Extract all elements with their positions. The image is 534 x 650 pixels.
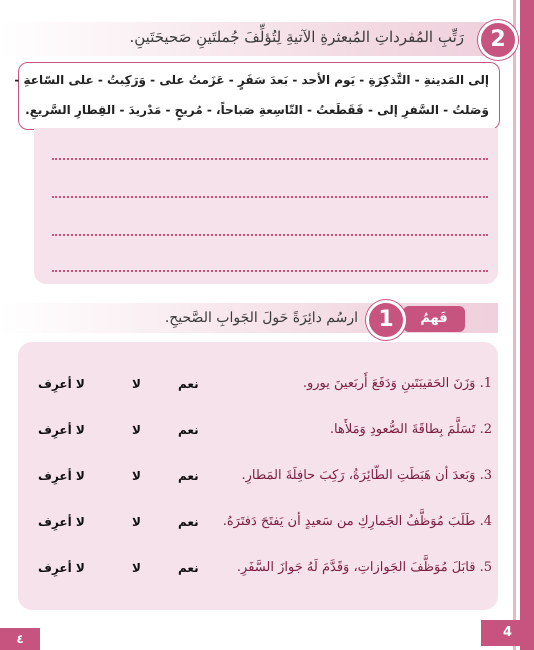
answer-no[interactable]: لا: [132, 561, 141, 575]
question-row: [18, 418, 498, 446]
answer-yes[interactable]: نعم: [178, 515, 199, 529]
answer-line-4[interactable]: [52, 270, 488, 272]
scrambled-words-line-1: إلى المَدينةِ - التَّذكِرَةِ - يَوم الأحد - بَعدَ سَفَرٍ - عَزَمتُ على - وَرَكِبتُ - على السّاعةِ -: [14, 73, 489, 87]
answer-no[interactable]: لا: [132, 515, 141, 529]
question-text: 3. وَبَعدَ أن هَبَطَتِ الطّائِرَةُ، رَكِبَ حافِلَةَ المَطارِ.: [241, 468, 492, 483]
answer-yes[interactable]: نعم: [178, 561, 199, 575]
answer-dont-know[interactable]: لا أعرِف: [38, 423, 85, 437]
questions-panel: [18, 342, 498, 610]
section2-instruction: رَتِّبِ المُفرداتِ المُبعثرةِ الآتيةِ لِتُؤلِّفَ جُملتَينِ صَحيحَتَينِ.: [129, 28, 464, 46]
section1-number: 1: [366, 300, 406, 340]
question-row: [18, 372, 498, 400]
answer-yes[interactable]: نعم: [178, 423, 199, 437]
question-text: 4. طَلَبَ مُوَظَّفُ الجَمارِكِ من سَعيدٍ أن يَفتَحَ دَفتَرَهُ.: [222, 514, 492, 529]
answer-line-2[interactable]: [52, 196, 488, 198]
answer-writing-area[interactable]: [34, 128, 498, 284]
answer-no[interactable]: لا: [132, 377, 141, 391]
page-edge-bar: [520, 0, 534, 650]
answer-no[interactable]: لا: [132, 469, 141, 483]
question-row: [18, 464, 498, 492]
question-text: 5. قابَلَ مُوَظَّفَ الجَوازاتِ، وَقَدَّمَ لَهُ جَوازَ السَّفَرِ.: [236, 560, 492, 575]
answer-dont-know[interactable]: لا أعرِف: [38, 377, 85, 391]
answer-yes[interactable]: نعم: [178, 377, 199, 391]
scrambled-words-line-2: وَصَلتُ - السَّفرِ إلى - فَقَطَعتُ - التّاسِعةِ صَباحاً، - مُريحٍ - مَدْريدَ - القِطارِ السَّريعِ.: [25, 103, 489, 117]
answer-line-1[interactable]: [52, 158, 488, 160]
reading-comprehension-tag: فَهمُ: [403, 306, 465, 332]
answer-line-3[interactable]: [52, 234, 488, 236]
scrambled-words-box: [14, 62, 500, 130]
answer-no[interactable]: لا: [132, 423, 141, 437]
question-text: 2. تَسَلَّمَ بِطاقَةَ الصُّعودِ وَمَلأَها.: [329, 422, 492, 437]
answer-dont-know[interactable]: لا أعرِف: [38, 469, 85, 483]
section1-instruction: ارسُم دائِرَةً حَولَ الجَوابِ الصَّحيحِ.: [164, 310, 358, 326]
answer-dont-know[interactable]: لا أعرِف: [38, 561, 85, 575]
answer-yes[interactable]: نعم: [178, 469, 199, 483]
section2-number: 2: [478, 20, 518, 60]
question-text: 1. وَزَنَ الحَقيبَتَينِ وَدَفَعَ أَربَعينَ يورو.: [302, 376, 492, 391]
question-row: [18, 510, 498, 538]
answer-dont-know[interactable]: لا أعرِف: [38, 515, 85, 529]
page-edge-line: [513, 0, 516, 650]
page-number-arabic: ٤: [0, 628, 40, 650]
page-number: 4: [481, 620, 534, 646]
question-row: [18, 556, 498, 584]
